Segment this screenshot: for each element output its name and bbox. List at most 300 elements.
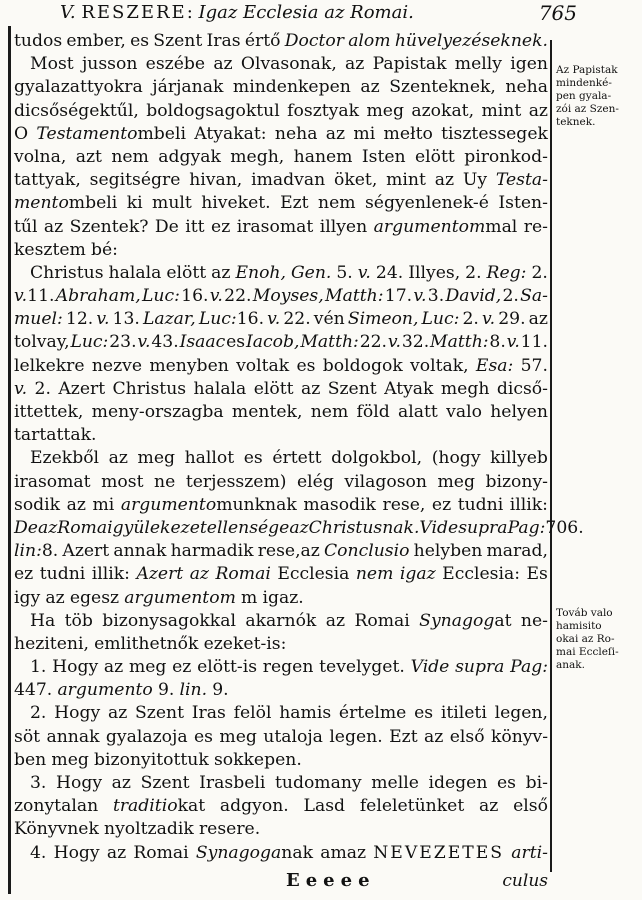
word-fragment: első (449, 726, 485, 747)
word (371, 772, 419, 795)
word-fragment: dicsőségektűl, (14, 100, 139, 121)
word-fragment: az (434, 170, 455, 191)
word-fragment: értett (272, 448, 322, 469)
word (104, 656, 123, 679)
word-fragment: v. (413, 286, 427, 307)
word (109, 447, 128, 470)
word-fragment: az (107, 703, 128, 724)
header-colon: : (186, 2, 199, 23)
word-fragment: töb (64, 610, 93, 631)
word (51, 749, 88, 772)
word (285, 30, 344, 53)
text-line (14, 494, 548, 517)
word-fragment: argumentom (124, 587, 236, 608)
text-line (14, 355, 548, 378)
header-reszere: RESZERE (81, 2, 187, 23)
word-fragment: első (513, 796, 548, 817)
word (410, 355, 469, 378)
word (14, 169, 81, 192)
text-line (14, 424, 548, 447)
word (245, 610, 316, 633)
word (465, 262, 481, 285)
text-line (14, 795, 548, 818)
word (244, 447, 263, 470)
word-fragment: Könyvnek (14, 819, 99, 840)
word (201, 192, 270, 215)
word-fragment: ellensége (206, 517, 290, 538)
word-fragment: Iras (206, 31, 241, 51)
word (137, 331, 150, 354)
word-fragment: megh (440, 378, 490, 399)
word-fragment: O (14, 123, 29, 144)
word (14, 216, 37, 239)
word-fragment: meg (137, 448, 175, 469)
word (204, 633, 287, 656)
word-fragment: az (424, 726, 444, 747)
word (241, 53, 337, 76)
word (336, 262, 352, 285)
word (445, 285, 501, 308)
word-fragment: idegen (428, 773, 488, 793)
word-fragment: mełto (383, 123, 433, 144)
word-fragment: Christus (112, 378, 187, 399)
word-fragment: ségyenlenek-é (364, 193, 489, 214)
word-fragment: 2. (34, 378, 51, 399)
word-fragment: mint (386, 170, 426, 191)
word-fragment: 2. (30, 703, 47, 724)
word-fragment: v. (506, 332, 520, 353)
word-fragment: 57. (520, 355, 548, 376)
word (435, 169, 454, 192)
word (152, 76, 223, 99)
word (491, 726, 548, 749)
word-fragment: 43. (151, 332, 179, 353)
word (507, 331, 520, 354)
word-fragment: irasomat (14, 471, 91, 492)
word (56, 772, 102, 795)
word-fragment: Conclusio (324, 541, 410, 562)
word-fragment: halala (108, 262, 162, 283)
word-fragment: helyen (490, 402, 548, 422)
word (437, 471, 474, 494)
word-fragment: munknak (216, 494, 297, 515)
word (354, 610, 409, 633)
word-fragment: elött (415, 146, 455, 167)
word (113, 378, 187, 401)
word-fragment: 32. (401, 332, 430, 353)
word-fragment: az (66, 494, 86, 515)
word (521, 355, 548, 378)
word (66, 308, 93, 331)
word (57, 679, 152, 702)
text-line (14, 308, 548, 331)
text-line (14, 192, 548, 215)
word (498, 308, 525, 331)
margin-note-line: zói az Szen- (556, 103, 619, 115)
word-fragment: mi (353, 123, 376, 144)
word-fragment: Romai (57, 517, 113, 538)
word-fragment: Papistak (372, 54, 447, 75)
word-fragment: Ecclesia: (442, 564, 520, 585)
word (158, 679, 174, 702)
text-line (14, 331, 548, 354)
word (463, 169, 487, 192)
word (441, 702, 487, 725)
word (303, 494, 376, 517)
word-fragment: Simeon, (347, 309, 419, 330)
word (458, 517, 507, 540)
word (76, 146, 102, 169)
text-line (14, 239, 548, 262)
word (258, 540, 320, 563)
word (411, 100, 474, 123)
word (331, 447, 422, 470)
word-fragment: es (296, 355, 316, 376)
word-fragment: Lasd (303, 796, 346, 817)
word (14, 749, 46, 772)
word-fragment: tartattak. (14, 425, 97, 446)
word (129, 656, 166, 679)
word-fragment: harmadik (170, 541, 254, 562)
word (194, 378, 247, 401)
word-fragment: azt (75, 146, 102, 167)
word (36, 123, 186, 146)
word-fragment: v. (209, 286, 223, 307)
text-line (14, 216, 548, 239)
word-fragment: 13. (112, 309, 140, 330)
word-fragment: ben (14, 749, 47, 770)
word (450, 726, 485, 749)
word-fragment: arti- (511, 842, 548, 863)
word-fragment: Luc: (421, 309, 460, 330)
word (149, 355, 229, 378)
word-fragment: 1. (30, 657, 47, 678)
word-fragment: Abraham, (55, 286, 141, 307)
word-fragment: v. (387, 332, 402, 353)
text-line (14, 749, 548, 772)
word-fragment: traditio (112, 796, 178, 817)
word-fragment: elég (297, 471, 334, 492)
text-line (14, 285, 548, 308)
word (14, 100, 139, 123)
word-fragment: azokat, (411, 100, 475, 121)
word (360, 331, 387, 354)
word-fragment: bé: (91, 239, 118, 260)
word (529, 100, 548, 123)
word (446, 401, 482, 424)
word (422, 308, 460, 331)
word (30, 842, 46, 865)
word-fragment: heziteni, (14, 633, 89, 654)
word (106, 726, 188, 749)
word (213, 53, 232, 76)
word-fragment: Luc: (70, 332, 109, 353)
word (344, 471, 427, 494)
word (124, 587, 236, 610)
word (411, 656, 450, 679)
word-fragment: az (103, 657, 124, 678)
word (326, 123, 345, 146)
word (14, 285, 54, 308)
word-fragment: neha (505, 77, 548, 98)
word (207, 30, 241, 53)
word-fragment: menyben (149, 355, 229, 376)
word-fragment: 11. (27, 286, 55, 307)
word (489, 331, 505, 354)
word-fragment: zonytalan (14, 796, 99, 817)
word (246, 331, 299, 354)
word-fragment: Pag: (507, 517, 546, 538)
word (531, 262, 547, 285)
word (14, 494, 60, 517)
word-fragment: masodik (303, 494, 376, 515)
word (211, 262, 230, 285)
word (476, 355, 513, 378)
word-fragment: Moyses, (252, 286, 324, 307)
word-fragment: Atyakat: (194, 123, 267, 144)
word (180, 679, 229, 702)
word (325, 285, 384, 308)
word-fragment: Testamento (36, 123, 138, 144)
word (328, 378, 377, 401)
word-fragment: Enoh, (235, 262, 286, 283)
word-fragment: vén (313, 309, 345, 330)
word (320, 216, 367, 239)
word (14, 123, 28, 146)
word (510, 656, 548, 679)
word-fragment: jusson (81, 54, 138, 75)
word-fragment: ne- (520, 610, 548, 631)
word-fragment: Romai (133, 842, 189, 863)
text-line (14, 702, 548, 725)
word-fragment: mi (92, 494, 115, 515)
word (185, 216, 204, 239)
word-fragment: emlithetnők (94, 633, 199, 654)
word (58, 378, 105, 401)
word-fragment: ember, (66, 31, 126, 51)
word-fragment: Hogy (56, 773, 103, 793)
word (54, 842, 100, 865)
word-fragment: 2. (462, 309, 479, 330)
word (35, 378, 51, 401)
word (526, 772, 548, 795)
header-title: Igaz Ecclesia az Romai. (198, 2, 414, 23)
word (62, 540, 109, 563)
word-fragment: m (241, 587, 258, 608)
word (463, 308, 479, 331)
word (91, 239, 118, 262)
word (113, 540, 166, 563)
word (14, 563, 33, 586)
word (400, 563, 436, 586)
word (46, 726, 99, 749)
word-fragment: adgyak (158, 146, 221, 167)
word-fragment: Lazar, (142, 309, 196, 330)
word-fragment: hivan, (189, 170, 243, 191)
word-fragment: argumento (120, 494, 217, 515)
word (254, 378, 294, 401)
word-fragment: helyben (413, 541, 483, 562)
word-fragment: hanem (293, 146, 353, 167)
word-fragment: az (528, 100, 548, 121)
margin-note-line: pen gyala- (556, 90, 612, 102)
word-fragment: tattyak, (14, 170, 81, 191)
word-fragment: meg (128, 657, 167, 678)
word-fragment: amaz (320, 842, 367, 863)
word (419, 517, 458, 540)
word (357, 401, 390, 424)
word-fragment: Olvasonak, (240, 54, 337, 75)
word (496, 169, 548, 192)
word (442, 563, 520, 586)
word-fragment: mal (485, 216, 518, 237)
word-fragment: meg (366, 100, 404, 121)
word-fragment: es (496, 773, 516, 793)
word (127, 192, 143, 215)
word-fragment: 8. (41, 541, 59, 562)
word-fragment: legen. (329, 726, 383, 747)
word-fragment: elött (253, 378, 294, 399)
word (113, 517, 207, 540)
word (14, 679, 52, 702)
word-fragment: bi- (525, 773, 548, 793)
word (497, 378, 548, 401)
word (384, 378, 433, 401)
word (263, 656, 314, 679)
word-fragment: 8. (489, 332, 506, 353)
word-fragment: v. (96, 309, 110, 330)
word-fragment: voltak (236, 355, 290, 376)
word (67, 494, 86, 517)
word (104, 818, 194, 841)
word-fragment: regen (262, 657, 314, 678)
word (151, 331, 178, 354)
word (524, 216, 548, 239)
word-fragment: feleletünket (359, 796, 465, 817)
word (30, 447, 99, 470)
word-fragment: 16. (236, 309, 265, 330)
word (146, 53, 205, 76)
word-fragment: volna, (14, 146, 67, 167)
word-fragment: mult (152, 193, 192, 214)
word (199, 818, 260, 841)
word-fragment: v. (267, 309, 281, 330)
word-fragment: Es (526, 564, 548, 585)
word-fragment: gyalazattyokra (14, 77, 143, 98)
word (245, 30, 281, 53)
word-fragment: utaloja (263, 726, 323, 747)
word (101, 471, 143, 494)
word (314, 308, 345, 331)
word (130, 30, 149, 53)
word (108, 702, 127, 725)
word-fragment: 22. (283, 309, 311, 330)
word (199, 772, 265, 795)
text-line (14, 30, 548, 53)
word-fragment: Sa- (520, 286, 548, 307)
word-fragment: 16. (181, 286, 209, 307)
word-fragment: es (194, 726, 213, 747)
word-fragment: az (43, 216, 64, 237)
word-fragment: halala (193, 378, 247, 399)
word-fragment: az (189, 564, 209, 585)
word-fragment: nezve (91, 355, 143, 376)
word (486, 540, 547, 563)
word (232, 401, 303, 424)
word-fragment: v. (14, 378, 28, 399)
word (360, 795, 464, 818)
word (194, 726, 213, 749)
word (490, 447, 548, 470)
word (487, 262, 527, 285)
word-fragment: Reg: (486, 262, 527, 283)
word-fragment: irasomat (236, 216, 314, 237)
word (297, 355, 316, 378)
word (414, 702, 433, 725)
text-line (14, 656, 548, 679)
word-fragment: (hogy (431, 448, 481, 469)
word-fragment: lelkekre (14, 355, 85, 376)
word-fragment: Szent (153, 31, 203, 51)
word (455, 656, 504, 679)
word-fragment: 3. (427, 286, 445, 307)
word (479, 795, 498, 818)
word (253, 285, 324, 308)
word-fragment: Pag: (510, 657, 548, 678)
word (92, 401, 224, 424)
word-fragment: neha (274, 123, 318, 144)
text-line (14, 610, 548, 633)
word-fragment: es (414, 703, 434, 724)
word (154, 471, 175, 494)
word-fragment: tevelyget. (319, 657, 405, 678)
word-fragment: öket, (333, 170, 378, 191)
word (14, 818, 99, 841)
word-fragment: illik: (509, 494, 548, 515)
word (171, 540, 254, 563)
word-fragment: Atyak (384, 378, 434, 399)
word-fragment: ez (211, 216, 231, 237)
word (172, 656, 191, 679)
word-fragment: mindenkepen (232, 77, 351, 98)
word-fragment: 2. (502, 286, 519, 307)
word (272, 447, 321, 470)
word (82, 53, 137, 76)
word (384, 123, 433, 146)
word (56, 285, 141, 308)
word (94, 749, 209, 772)
word (135, 702, 184, 725)
word-fragment: vilagoson (344, 471, 427, 492)
word (498, 192, 548, 215)
margin-note-line: okai az Ro- (556, 633, 615, 645)
word (219, 726, 256, 749)
margin-note-line: Továb valo (556, 607, 613, 619)
word (388, 331, 401, 354)
word (14, 308, 63, 331)
word-fragment: 4. (30, 842, 47, 863)
word-fragment: az (211, 262, 231, 283)
word-fragment: gyülekezet (112, 517, 207, 538)
word (424, 726, 443, 749)
word (14, 76, 143, 99)
word (389, 76, 496, 99)
word (374, 216, 518, 239)
word (133, 842, 188, 865)
word-fragment: megh, (230, 146, 285, 167)
word (143, 308, 196, 331)
word-fragment: Vide (410, 657, 450, 678)
